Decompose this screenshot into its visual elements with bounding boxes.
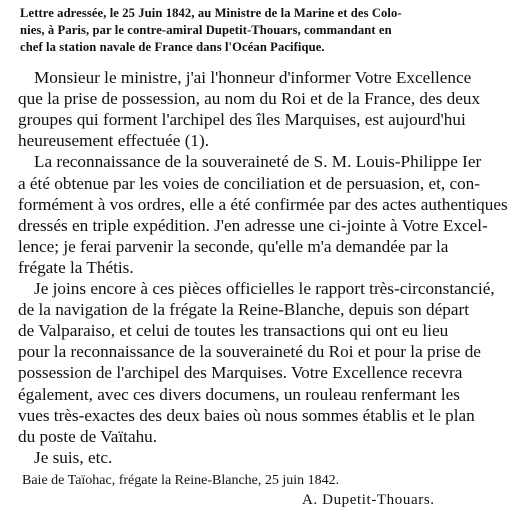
- heading-line-1: Lettre adressée, le 25 Juin 1842, au Ministre de la Marine et des Colo-: [20, 6, 402, 20]
- heading-line-2: nies, à Paris, par le contre-amiral Dupetit-Thouars, commandant en: [20, 23, 392, 37]
- body-line: de la navigation de la frégate la Reine-Blanche, depuis son départ: [18, 300, 469, 320]
- dateline: Baie de Taïohac, frégate la Reine-Blanche, 25 juin 1842.: [22, 472, 340, 488]
- body-line: pour la reconnaissance de la souveraineté du Roi et pour la prise de: [18, 342, 481, 362]
- body-line: frégate la Thétis.: [18, 257, 134, 277]
- closing-line: Je suis, etc.: [34, 447, 113, 467]
- body-line-louis-philippe: [34, 151, 481, 173]
- body-line: également, avec ces divers documens, un rouleau renfermant les: [18, 384, 460, 404]
- heading-line-3: chef la station navale de France dans l'Océan Pacifique.: [20, 40, 325, 54]
- text-louis-philippe: La reconnaissance de la souveraineté de S. M. Louis-Philippe Ier: [34, 152, 482, 172]
- body-line: a été obtenue par les voies de conciliation et de persuasion, et, con-: [18, 173, 480, 193]
- body-line: formément à vos ordres, elle a été confirmée par des actes authentiques: [18, 194, 508, 214]
- body-line: groupes qui forment l'archipel des îles Marquises, est aujourd'hui: [18, 110, 466, 130]
- signature: A. Dupetit-Thouars.: [302, 491, 435, 508]
- body-line: dressés en triple expédition. J'en adresse une ci-jointe à Votre Excel-: [18, 215, 488, 235]
- body-line: possession de l'archipel des Marquises. Votre Excellence recevra: [18, 363, 463, 383]
- body-line: lence; je ferai parvenir la seconde, qu'elle m'a demandée par la: [18, 236, 449, 256]
- body-line: du poste de Vaïtahu.: [18, 426, 158, 446]
- body-line: que la prise de possession, au nom du Roi et de la France, des deux: [18, 89, 481, 109]
- body-line: heureusement effectuée (1).: [18, 131, 210, 151]
- body-line: de Valparaiso, et celui de toutes les transactions qui ont eu lieu: [18, 321, 449, 341]
- body-line: Je joins encore à ces pièces officielles le rapport très-circonstancié,: [34, 279, 495, 298]
- body-line: vues très-exactes des deux baies où nous sommes établis et le plan: [18, 405, 475, 425]
- body-line: Monsieur le ministre, j'ai l'honneur d'informer Votre Excellence: [34, 68, 472, 87]
